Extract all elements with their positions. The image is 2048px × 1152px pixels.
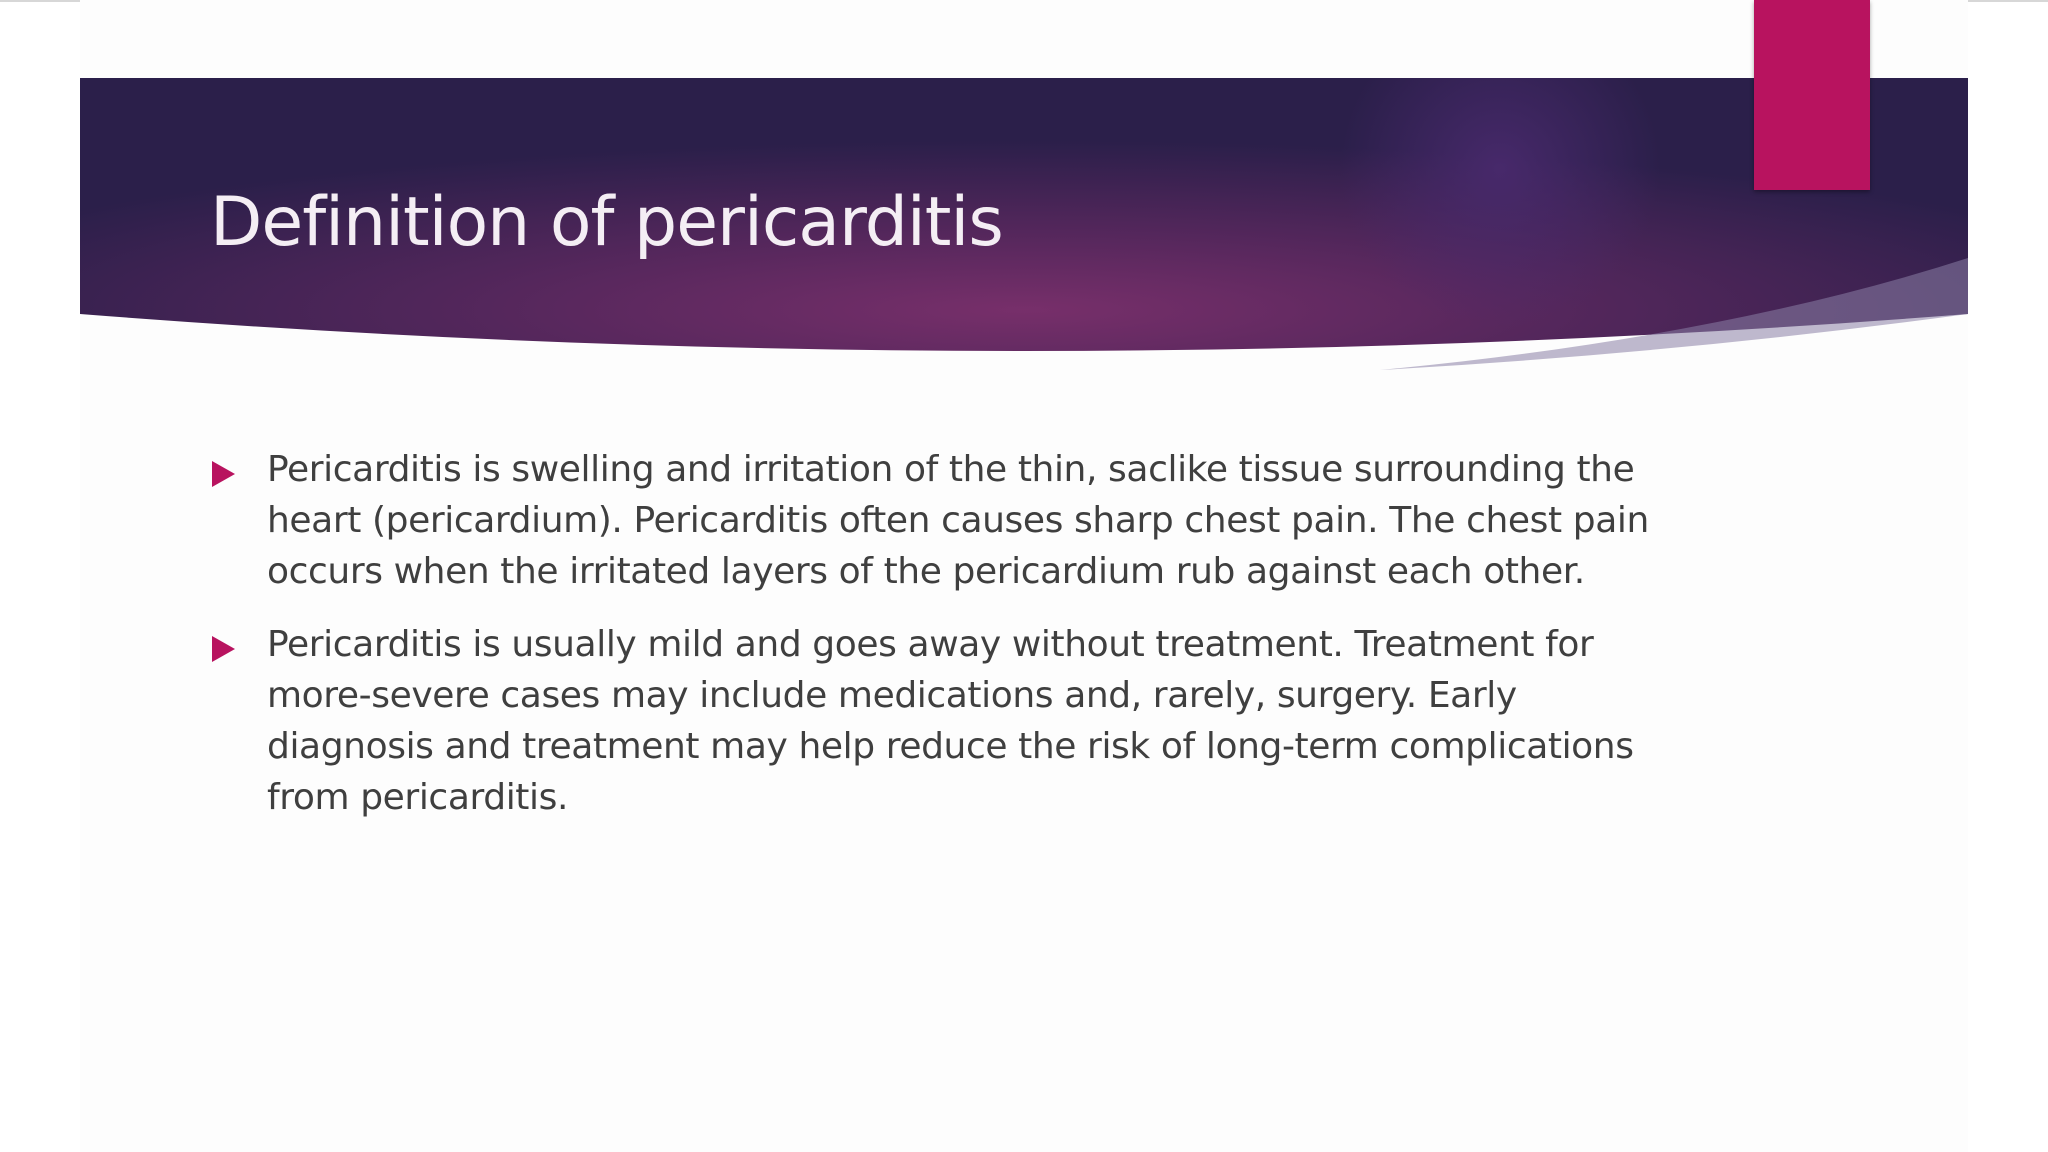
triangle-bullet-icon — [212, 461, 235, 487]
bullet-text: Pericarditis is swelling and irritation of the thin, saclike tissue surrounding the heart (pericardium). Pericarditis often causes sharp chest pain. The chest pain occurs when the irritated layers of the pericardium rub against each other. — [267, 449, 1649, 592]
slide-title: Definition of pericarditis — [210, 183, 1003, 262]
bullet-list — [210, 444, 1670, 845]
accent-tab — [1754, 0, 1870, 190]
bullet-text: Pericarditis is usually mild and goes away without treatment. Treatment for more-severe cases may include medications and, rarely, surgery. Early diagnosis and treatment may help reduce the risk of long-term complications from pericarditis. — [267, 624, 1634, 818]
list-item — [210, 619, 1670, 823]
list-item — [210, 444, 1670, 597]
triangle-bullet-icon — [212, 636, 235, 662]
